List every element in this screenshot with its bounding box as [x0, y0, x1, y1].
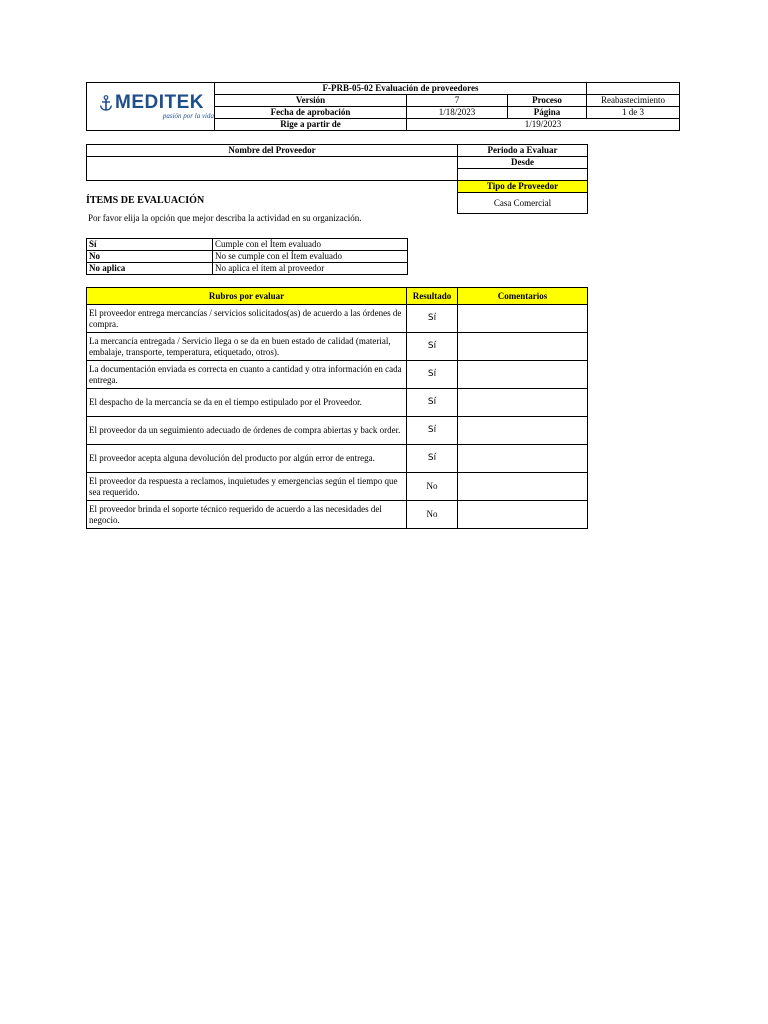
instruction-text: Por favor elija la opción que mejor describa la actividad en su organización.	[88, 213, 362, 223]
legend-row	[87, 239, 408, 251]
rubro-text: El despacho de la mercancía se da en el tiempo estipulado por el Proveedor.	[87, 389, 407, 417]
version-label: Versión	[215, 95, 407, 107]
anchor-icon	[99, 95, 113, 111]
table-row	[87, 501, 588, 529]
period-label: Periodo a Evaluar	[458, 145, 588, 157]
rubro-text: La mercancía entregada / Servicio llega o se da en buen estado de calidad (material, embalaje, transporte, temperatura, etiquetado, otros).	[87, 333, 407, 361]
legend-key: Sí	[87, 239, 213, 251]
table-row	[87, 445, 588, 473]
empty-cell	[587, 83, 680, 95]
page-label: Página	[508, 107, 587, 119]
effective-label: Rige a partir de	[215, 119, 407, 131]
table-row	[87, 361, 588, 389]
approval-label: Fecha de aprobación	[215, 107, 407, 119]
process-value: Reabastecimiento	[587, 95, 680, 107]
version-value: 7	[407, 95, 508, 107]
rubro-text: La documentación enviada es correcta en cuanto a cantidad y otra información en cada entrega.	[87, 361, 407, 389]
table-row	[87, 389, 588, 417]
legend-desc: No aplica el ítem al proveedor	[213, 263, 408, 275]
legend-key: No	[87, 251, 213, 263]
table-row	[87, 473, 588, 501]
rubro-text: El proveedor da respuesta a reclamos, inquietudes y emergencias según el tiempo que sea requerido.	[87, 473, 407, 501]
result-select[interactable]: Sí	[407, 305, 458, 333]
legend-table	[86, 238, 408, 275]
rubro-text: El proveedor acepta alguna devolución del producto por algún error de entrega.	[87, 445, 407, 473]
spacer-cell	[87, 181, 458, 193]
from-date-field[interactable]	[458, 169, 588, 181]
from-label: Desde	[458, 157, 588, 169]
legend-row	[87, 251, 408, 263]
rubro-text: El proveedor brinda el soporte técnico requerido de acuerdo a las necesidades del negocio.	[87, 501, 407, 529]
provider-type-value[interactable]: Casa Comercial	[458, 193, 588, 214]
table-row	[87, 333, 588, 361]
company-logo	[87, 93, 214, 120]
comment-field[interactable]	[458, 361, 588, 389]
legend-row	[87, 263, 408, 275]
col-comments-header: Comentarios	[458, 288, 588, 305]
logo-cell	[87, 83, 215, 131]
rubro-text: El proveedor da un seguimiento adecuado de órdenes de compra abiertas y back order.	[87, 417, 407, 445]
section-title: ÍTEMS DE EVALUACIÓN	[86, 195, 205, 206]
effective-value: 1/19/2023	[407, 119, 680, 131]
result-select[interactable]: Sí	[407, 361, 458, 389]
legend-key: No aplica	[87, 263, 213, 275]
comment-field[interactable]	[458, 389, 588, 417]
result-select[interactable]: Sí	[407, 389, 458, 417]
legend-desc: Cumple con el Ítem evaluado	[213, 239, 408, 251]
col-rubro-header: Rubros por evaluar	[87, 288, 407, 305]
result-select[interactable]: No	[407, 501, 458, 529]
legend-desc: No se cumple con el Ítem evaluado	[213, 251, 408, 263]
logo-name: MEDITEK	[115, 92, 204, 113]
comment-field[interactable]	[458, 501, 588, 529]
approval-value: 1/18/2023	[407, 107, 508, 119]
provider-name-field[interactable]	[87, 157, 458, 181]
result-select[interactable]: No	[407, 473, 458, 501]
items-header-row	[87, 288, 588, 305]
process-label: Proceso	[508, 95, 587, 107]
comment-field[interactable]	[458, 305, 588, 333]
table-row	[87, 417, 588, 445]
rubro-text: El proveedor entrega mercancías / servicios solicitados(as) de acuerdo a las órdenes de compra.	[87, 305, 407, 333]
evaluation-items-table	[86, 287, 588, 529]
comment-field[interactable]	[458, 417, 588, 445]
provider-name-label: Nombre del Proveedor	[87, 145, 458, 157]
provider-type-label: Tipo de Proveedor	[458, 181, 588, 193]
result-select[interactable]: Sí	[407, 333, 458, 361]
doc-title: F-PRB-05-02 Evaluación de proveedores	[215, 83, 587, 95]
col-result-header: Resultado	[407, 288, 458, 305]
page-value: 1 de 3	[587, 107, 680, 119]
result-select[interactable]: Sí	[407, 417, 458, 445]
document-header-table	[86, 82, 680, 131]
comment-field[interactable]	[458, 333, 588, 361]
result-select[interactable]: Sí	[407, 445, 458, 473]
table-row	[87, 305, 588, 333]
comment-field[interactable]	[458, 445, 588, 473]
logo-tagline: pasión por la vida	[162, 112, 214, 120]
comment-field[interactable]	[458, 473, 588, 501]
